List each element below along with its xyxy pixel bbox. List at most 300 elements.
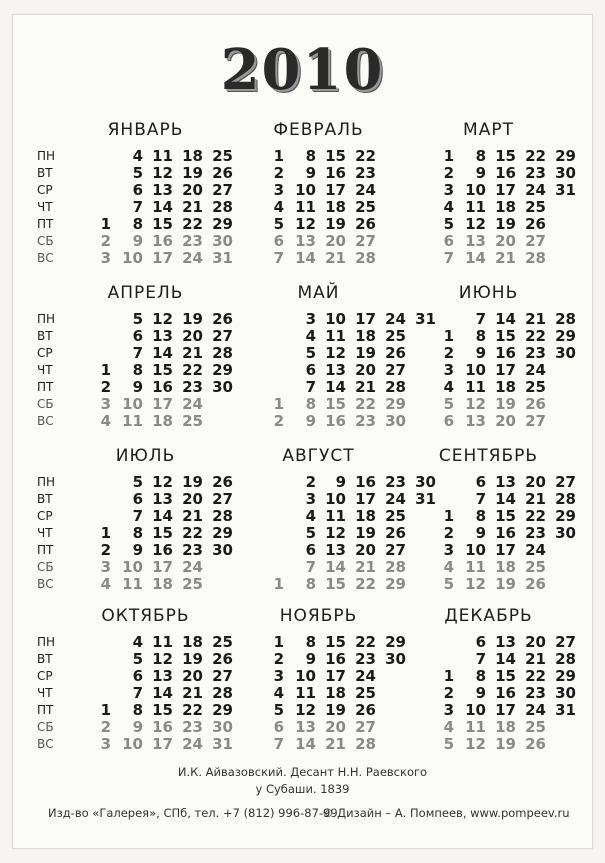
day-number: 19 — [325, 701, 346, 719]
day-number: 2 — [100, 718, 111, 736]
day-number: 22 — [355, 395, 376, 413]
day-number: 29 — [212, 524, 233, 542]
day-number: 10 — [325, 310, 346, 328]
day-number: 3 — [100, 735, 111, 753]
day-number: 9 — [305, 650, 316, 668]
week-row — [401, 702, 576, 719]
week-row — [401, 719, 576, 736]
day-number: 11 — [465, 718, 486, 736]
day-number: 6 — [132, 490, 143, 508]
day-number: 16 — [495, 524, 516, 542]
day-number: 11 — [465, 378, 486, 396]
day-number: 21 — [525, 650, 546, 668]
day-number: 4 — [273, 684, 284, 702]
day-number: 8 — [132, 361, 143, 379]
week-row — [401, 634, 576, 651]
day-number: 7 — [475, 650, 486, 668]
day-number: 3 — [443, 701, 454, 719]
day-number: 25 — [525, 378, 546, 396]
day-number: 18 — [355, 327, 376, 345]
week-row — [58, 345, 233, 362]
day-number: 22 — [182, 524, 203, 542]
day-number: 11 — [295, 684, 316, 702]
week-row — [401, 250, 576, 267]
day-number: 30 — [555, 684, 576, 702]
day-number: 29 — [212, 361, 233, 379]
day-number: 19 — [325, 215, 346, 233]
week-row — [58, 685, 233, 702]
day-number: 11 — [465, 558, 486, 576]
day-number: 2 — [273, 164, 284, 182]
weekday-label: ПН — [37, 312, 56, 326]
day-number: 19 — [182, 473, 203, 491]
day-number: 4 — [100, 575, 111, 593]
weekday-label: ВТ — [37, 166, 53, 180]
month-12 — [401, 606, 576, 756]
day-number: 22 — [525, 667, 546, 685]
week-row — [401, 474, 576, 491]
day-number: 4 — [443, 378, 454, 396]
day-number: 12 — [325, 524, 346, 542]
week-row — [401, 491, 576, 508]
week-row — [58, 702, 233, 719]
day-number: 19 — [182, 310, 203, 328]
week-row — [58, 668, 233, 685]
day-number: 1 — [100, 361, 111, 379]
day-number: 26 — [355, 701, 376, 719]
day-number: 8 — [475, 667, 486, 685]
day-number: 12 — [465, 215, 486, 233]
day-number: 4 — [273, 198, 284, 216]
day-number: 19 — [495, 735, 516, 753]
day-number: 20 — [325, 232, 346, 250]
weekday-label: СР — [37, 183, 53, 197]
day-number: 26 — [385, 344, 406, 362]
day-number: 15 — [495, 327, 516, 345]
day-number: 10 — [465, 181, 486, 199]
day-number: 16 — [495, 684, 516, 702]
week-row — [231, 473, 436, 491]
day-number: 20 — [495, 232, 516, 250]
day-number: 31 — [415, 310, 436, 328]
day-number: 29 — [385, 575, 406, 593]
month-title: АПРЕЛЬ — [107, 283, 184, 303]
month-title: МАРТ — [463, 120, 514, 140]
week-row — [231, 165, 406, 182]
day-number: 8 — [475, 327, 486, 345]
day-number: 21 — [525, 490, 546, 508]
day-number: 21 — [182, 198, 203, 216]
week-row — [58, 559, 233, 576]
day-number: 16 — [325, 164, 346, 182]
day-number: 10 — [122, 249, 143, 267]
day-number: 21 — [325, 249, 346, 267]
month-title: МАЙ — [297, 283, 340, 303]
weekday-label: ПТ — [37, 217, 54, 231]
month-title: ЯНВАРЬ — [107, 120, 184, 140]
day-number: 4 — [305, 327, 316, 345]
week-row — [231, 148, 406, 165]
day-number: 25 — [182, 575, 203, 593]
day-number: 13 — [465, 232, 486, 250]
week-row — [231, 413, 406, 430]
day-number: 10 — [295, 181, 316, 199]
day-number: 31 — [212, 735, 233, 753]
day-number: 17 — [355, 310, 376, 328]
day-number: 9 — [475, 684, 486, 702]
day-number: 22 — [355, 633, 376, 651]
day-number: 7 — [132, 507, 143, 525]
day-number: 25 — [525, 718, 546, 736]
day-number: 6 — [475, 633, 486, 651]
week-row — [401, 233, 576, 250]
day-number: 16 — [152, 541, 173, 559]
day-number: 5 — [443, 575, 454, 593]
day-number: 24 — [355, 667, 376, 685]
day-number: 31 — [415, 490, 436, 508]
month-title: ОКТЯБРЬ — [101, 606, 190, 626]
day-number: 3 — [305, 310, 316, 328]
day-number: 25 — [182, 412, 203, 430]
day-number: 12 — [152, 650, 173, 668]
day-number: 11 — [325, 327, 346, 345]
week-row — [401, 508, 576, 525]
day-number: 27 — [385, 361, 406, 379]
week-row — [401, 199, 576, 216]
day-number: 1 — [273, 147, 284, 165]
day-number: 28 — [385, 378, 406, 396]
week-row — [231, 634, 406, 651]
day-number: 26 — [385, 524, 406, 542]
day-number: 7 — [132, 198, 143, 216]
week-row — [231, 362, 406, 379]
day-number: 23 — [182, 541, 203, 559]
week-row — [401, 362, 576, 379]
day-number: 30 — [385, 412, 406, 430]
weekday-label: СБ — [37, 720, 54, 734]
day-number: 28 — [212, 507, 233, 525]
day-number: 17 — [495, 701, 516, 719]
day-number: 20 — [525, 473, 546, 491]
day-number: 22 — [525, 327, 546, 345]
day-number: 9 — [335, 473, 346, 491]
day-number: 11 — [152, 633, 173, 651]
weekday-label: ПТ — [37, 703, 54, 717]
day-number: 13 — [295, 718, 316, 736]
day-number: 18 — [152, 575, 173, 593]
day-number: 5 — [443, 395, 454, 413]
day-number: 5 — [273, 215, 284, 233]
day-number: 21 — [495, 249, 516, 267]
day-number: 13 — [152, 667, 173, 685]
day-number: 21 — [182, 507, 203, 525]
weekday-label: ВС — [37, 737, 54, 751]
day-number: 23 — [355, 164, 376, 182]
day-number: 3 — [305, 490, 316, 508]
day-number: 30 — [212, 718, 233, 736]
day-number: 18 — [495, 378, 516, 396]
week-row — [231, 396, 406, 413]
day-number: 17 — [152, 558, 173, 576]
week-row — [58, 576, 233, 593]
day-number: 15 — [325, 147, 346, 165]
day-number: 17 — [152, 249, 173, 267]
day-number: 24 — [182, 249, 203, 267]
day-number: 27 — [385, 541, 406, 559]
day-number: 2 — [443, 164, 454, 182]
day-number: 3 — [273, 667, 284, 685]
day-number: 9 — [475, 344, 486, 362]
day-number: 15 — [152, 215, 173, 233]
day-number: 2 — [443, 344, 454, 362]
day-number: 9 — [132, 378, 143, 396]
day-number: 3 — [443, 361, 454, 379]
day-number: 24 — [182, 735, 203, 753]
month-5 — [231, 283, 436, 433]
day-number: 17 — [152, 735, 173, 753]
day-number: 11 — [295, 198, 316, 216]
day-number: 1 — [273, 633, 284, 651]
week-row — [58, 250, 233, 267]
day-number: 1 — [100, 215, 111, 233]
day-number: 12 — [325, 344, 346, 362]
day-number: 1 — [443, 327, 454, 345]
day-number: 20 — [495, 412, 516, 430]
weekday-label: ПН — [37, 475, 56, 489]
day-number: 18 — [325, 684, 346, 702]
day-number: 3 — [443, 541, 454, 559]
day-number: 28 — [212, 684, 233, 702]
day-number: 29 — [555, 147, 576, 165]
day-number: 26 — [212, 164, 233, 182]
day-number: 20 — [355, 361, 376, 379]
weekday-label: ЧТ — [37, 363, 53, 377]
day-number: 24 — [525, 541, 546, 559]
day-number: 25 — [212, 633, 233, 651]
day-number: 5 — [443, 215, 454, 233]
weekday-label: СР — [37, 346, 53, 360]
day-number: 6 — [443, 412, 454, 430]
day-number: 9 — [475, 164, 486, 182]
day-number: 30 — [415, 473, 436, 491]
day-number: 25 — [212, 147, 233, 165]
day-number: 23 — [525, 164, 546, 182]
day-number: 14 — [295, 735, 316, 753]
week-row — [401, 668, 576, 685]
week-row — [231, 525, 406, 542]
week-row — [231, 736, 406, 753]
week-row — [231, 328, 406, 345]
day-number: 14 — [495, 490, 516, 508]
day-number: 5 — [273, 701, 284, 719]
month-title: ФЕВРАЛЬ — [273, 120, 364, 140]
day-number: 6 — [273, 232, 284, 250]
week-row — [58, 233, 233, 250]
day-number: 26 — [212, 310, 233, 328]
day-number: 24 — [182, 558, 203, 576]
month-title: АВГУСТ — [282, 446, 355, 466]
day-number: 6 — [132, 667, 143, 685]
week-row — [231, 702, 406, 719]
day-number: 29 — [212, 701, 233, 719]
weekday-label: ВС — [37, 414, 54, 428]
day-number: 14 — [152, 198, 173, 216]
day-number: 9 — [305, 164, 316, 182]
day-number: 17 — [325, 181, 346, 199]
day-number: 24 — [385, 490, 406, 508]
day-number: 12 — [465, 735, 486, 753]
day-number: 6 — [132, 327, 143, 345]
day-number: 28 — [355, 249, 376, 267]
week-row — [401, 216, 576, 233]
day-number: 30 — [555, 344, 576, 362]
day-number: 31 — [212, 249, 233, 267]
week-row — [58, 508, 233, 525]
day-number: 18 — [495, 198, 516, 216]
month-11 — [231, 606, 406, 756]
day-number: 8 — [305, 633, 316, 651]
day-number: 4 — [305, 507, 316, 525]
day-number: 6 — [475, 473, 486, 491]
day-number: 20 — [182, 490, 203, 508]
week-row — [58, 216, 233, 233]
day-number: 18 — [182, 147, 203, 165]
day-number: 14 — [152, 684, 173, 702]
day-number: 3 — [100, 558, 111, 576]
day-number: 15 — [152, 701, 173, 719]
week-row — [401, 345, 576, 362]
day-number: 14 — [325, 558, 346, 576]
day-number: 14 — [325, 378, 346, 396]
day-number: 29 — [385, 395, 406, 413]
day-number: 21 — [355, 558, 376, 576]
week-row — [58, 736, 233, 753]
day-number: 30 — [212, 378, 233, 396]
month-9 — [401, 446, 576, 596]
week-row — [401, 396, 576, 413]
day-number: 7 — [132, 344, 143, 362]
day-number: 11 — [325, 507, 346, 525]
day-number: 5 — [132, 473, 143, 491]
day-number: 2 — [443, 684, 454, 702]
day-number: 16 — [355, 473, 376, 491]
day-number: 5 — [132, 164, 143, 182]
month-8 — [231, 446, 436, 596]
day-number: 29 — [555, 327, 576, 345]
day-number: 24 — [525, 181, 546, 199]
weekday-label: СБ — [37, 560, 54, 574]
day-number: 28 — [385, 558, 406, 576]
day-number: 19 — [182, 650, 203, 668]
day-number: 16 — [325, 650, 346, 668]
day-number: 15 — [495, 667, 516, 685]
day-number: 11 — [152, 147, 173, 165]
day-number: 27 — [212, 667, 233, 685]
week-row — [58, 362, 233, 379]
weekday-label: ВТ — [37, 492, 53, 506]
day-number: 16 — [495, 164, 516, 182]
day-number: 19 — [355, 344, 376, 362]
day-number: 28 — [212, 344, 233, 362]
day-number: 19 — [495, 395, 516, 413]
day-number: 26 — [525, 215, 546, 233]
week-row — [58, 311, 233, 328]
week-row — [58, 491, 233, 508]
day-number: 23 — [355, 412, 376, 430]
week-row — [401, 685, 576, 702]
day-number: 26 — [525, 575, 546, 593]
day-number: 6 — [273, 718, 284, 736]
day-number: 13 — [325, 361, 346, 379]
day-number: 19 — [182, 164, 203, 182]
week-row — [231, 559, 406, 576]
day-number: 30 — [212, 541, 233, 559]
day-number: 3 — [100, 395, 111, 413]
day-number: 6 — [305, 541, 316, 559]
day-number: 8 — [475, 147, 486, 165]
day-number: 10 — [465, 541, 486, 559]
day-number: 5 — [132, 310, 143, 328]
day-number: 2 — [100, 541, 111, 559]
week-row — [58, 328, 233, 345]
day-number: 17 — [152, 395, 173, 413]
day-number: 27 — [555, 473, 576, 491]
weekday-label: ЧТ — [37, 686, 53, 700]
week-row — [58, 474, 233, 491]
day-number: 18 — [495, 718, 516, 736]
day-number: 27 — [212, 327, 233, 345]
month-title: СЕНТЯБРЬ — [438, 446, 539, 466]
day-number: 27 — [212, 181, 233, 199]
day-number: 23 — [182, 232, 203, 250]
week-row — [231, 233, 406, 250]
day-number: 27 — [525, 232, 546, 250]
day-number: 6 — [132, 181, 143, 199]
day-number: 9 — [305, 412, 316, 430]
day-number: 20 — [182, 327, 203, 345]
day-number: 21 — [355, 378, 376, 396]
week-row — [58, 148, 233, 165]
day-number: 15 — [325, 575, 346, 593]
day-number: 10 — [295, 667, 316, 685]
day-number: 27 — [525, 412, 546, 430]
day-number: 5 — [305, 524, 316, 542]
day-number: 26 — [355, 215, 376, 233]
day-number: 18 — [152, 412, 173, 430]
day-number: 10 — [122, 558, 143, 576]
day-number: 2 — [443, 524, 454, 542]
day-number: 14 — [152, 507, 173, 525]
weekday-label: СБ — [37, 397, 54, 411]
day-number: 4 — [132, 633, 143, 651]
month-title: ДЕКАБРЬ — [444, 606, 533, 626]
day-number: 27 — [355, 232, 376, 250]
week-row — [401, 311, 576, 328]
day-number: 2 — [100, 378, 111, 396]
day-number: 8 — [305, 575, 316, 593]
day-number: 2 — [305, 473, 316, 491]
day-number: 22 — [182, 215, 203, 233]
day-number: 30 — [212, 232, 233, 250]
day-number: 10 — [465, 361, 486, 379]
week-row — [58, 379, 233, 396]
weekday-label: ВС — [37, 577, 54, 591]
day-number: 24 — [355, 181, 376, 199]
day-number: 12 — [152, 310, 173, 328]
day-number: 9 — [475, 524, 486, 542]
day-number: 20 — [525, 633, 546, 651]
day-number: 26 — [212, 650, 233, 668]
